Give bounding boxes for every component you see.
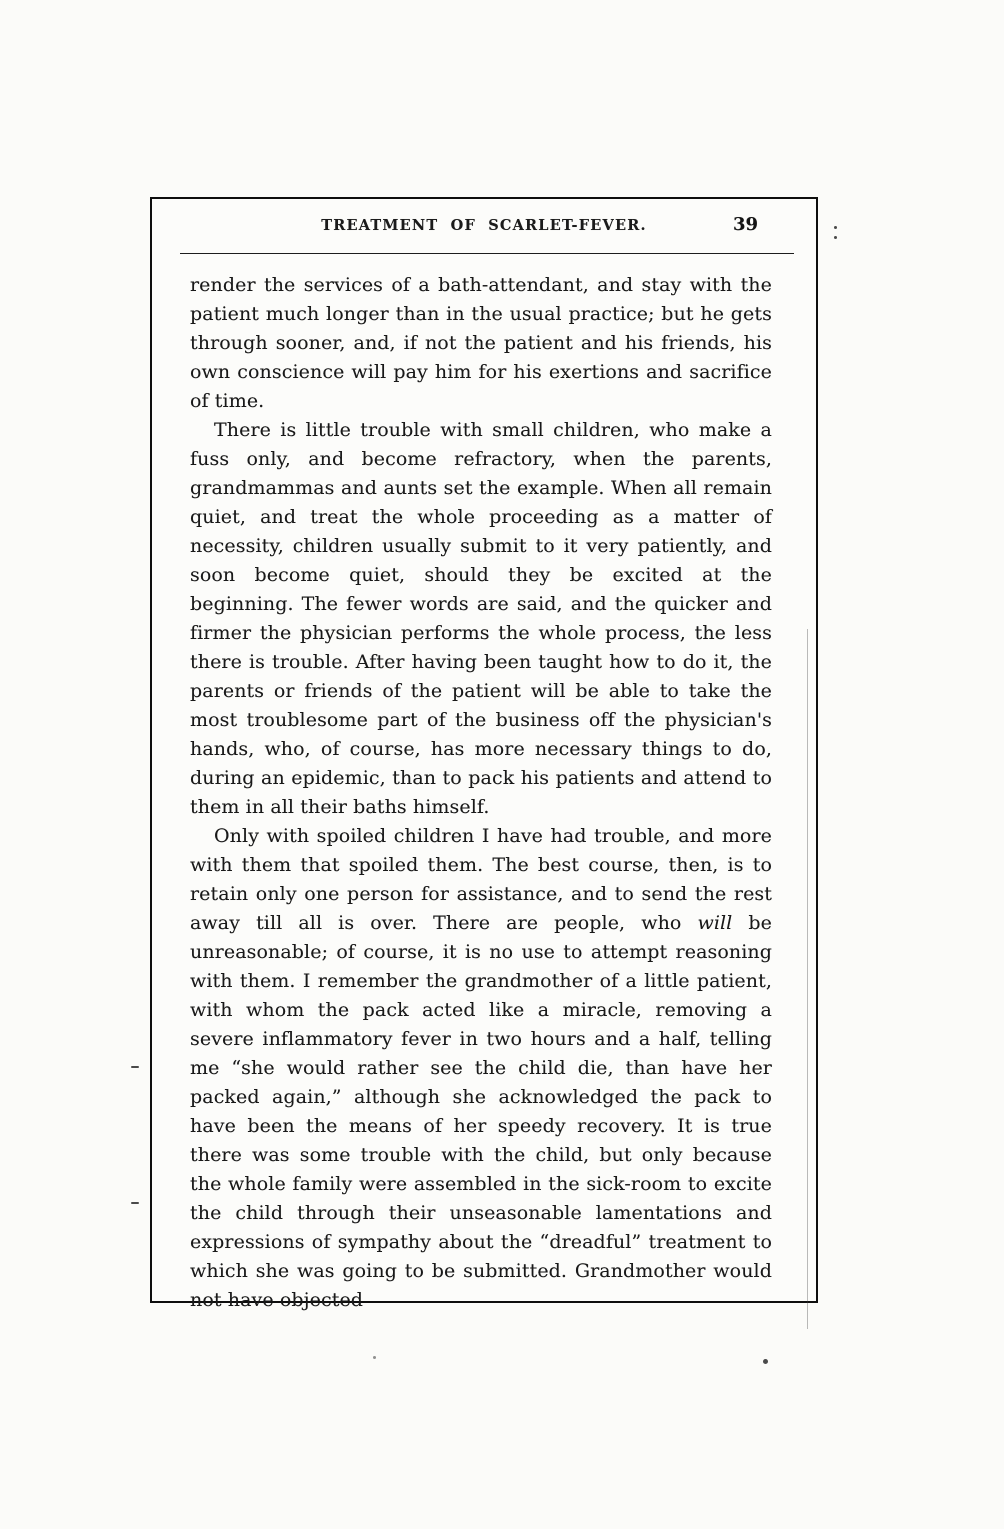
page-frame xyxy=(150,197,818,1311)
body-text xyxy=(190,271,772,1315)
paragraph: There is little trouble with small children, who make a fuss only, and become refractory, when the parents, grandmammas and aunts set the example. When all remain quiet, and treat the whole proceeding as a matter of necessity, children usually submit to it very patiently, and soon become quiet, should they be excited at the beginning. The fewer words are said, and the quicker and firmer the physician performs the whole process, the less there is trouble. After having been taught how to do it, the parents or friends of the patient will be able to take the most troublesome part of the business off the physician's hands, who, of course, has more necessary things to do, during an epidemic, than to pack his patients and attend to them in all their baths himself. xyxy=(190,419,772,818)
scan-artifact xyxy=(763,1359,768,1364)
paragraph-continuation: render the services of a bath-attendant, and stay with the patient much longer than in the usual practice; but he gets through sooner, and, if not the patient and his friends, his own conscience will pay him for his exertions and sacrifice of time. xyxy=(190,274,772,412)
scan-artifact xyxy=(373,1356,376,1359)
scan-artifact xyxy=(834,226,837,229)
page-header xyxy=(182,214,786,243)
paragraph xyxy=(190,822,772,1315)
paragraph-text: be unreasonable; of course, it is no use to attempt reasoning with them. I remember the grandmother of a little patient, with whom the pack acted like a miracle, removing a severe inflammatory fever in two hours and a half, telling me “she would rather see the child die, than have her packed again,” although she acknowledged the pack to have been the means of her speedy recovery. It is true there was some trouble with the child, but only because the whole family were assembled in the sick-room to excite the child through their unseasonable lamentations and expressions of sympathy about the “dreadful” treatment to which she was going to be submitted. Grandmother would not have objected xyxy=(190,912,772,1311)
page-inner xyxy=(152,199,816,1311)
header-rule xyxy=(180,253,794,254)
scan-artifact xyxy=(131,1202,139,1204)
scan-artifact xyxy=(131,1066,139,1068)
page-edge-shadow xyxy=(807,629,808,1329)
running-head-title: TREATMENT OF SCARLET-FEVER. xyxy=(321,217,647,234)
paragraph-text: Only with spoiled children I have had trouble, and more with them that spoiled them. The best course, then, is to retain only one person for assistance, and to send the rest away till all is over. There are people, who xyxy=(190,825,772,934)
page-number: 39 xyxy=(732,214,758,235)
italic-word: will xyxy=(697,912,733,934)
